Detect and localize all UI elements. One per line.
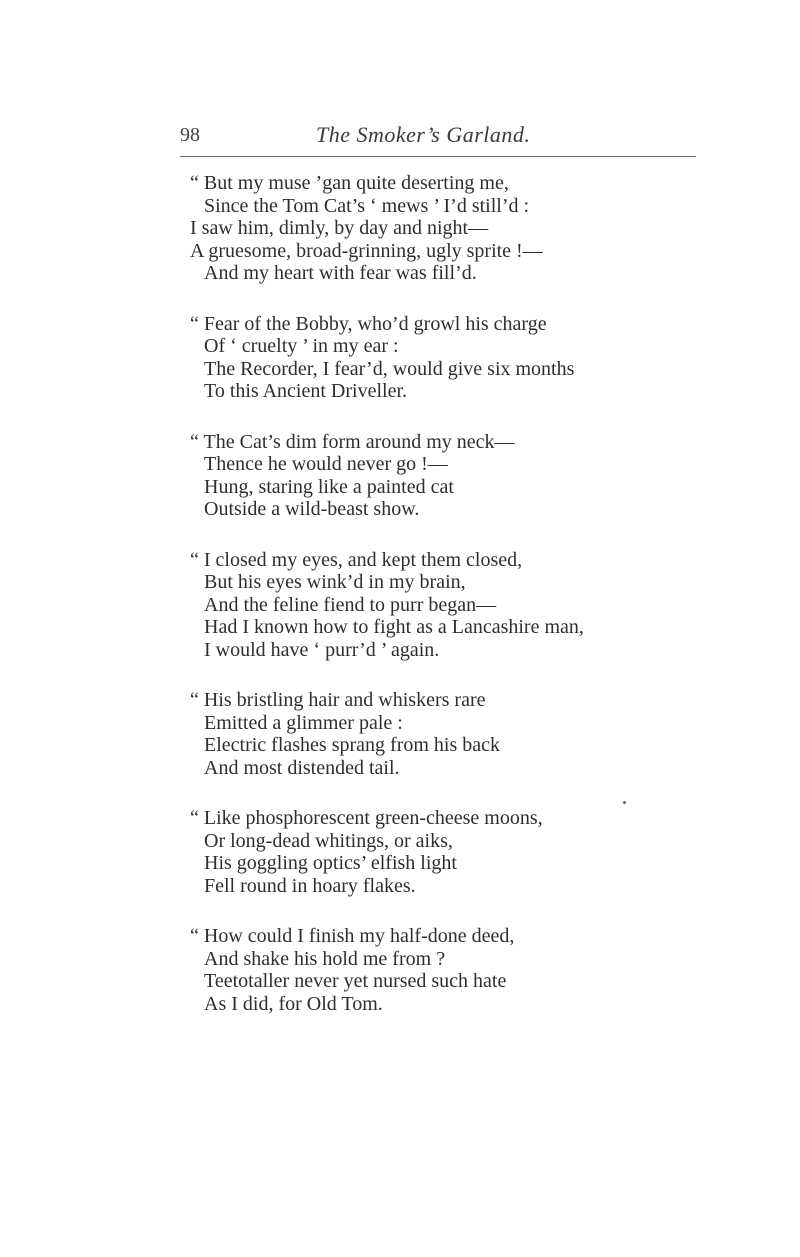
poem-line: Or long-dead whitings, or aiks, [204, 829, 453, 852]
page-number: 98 [180, 124, 200, 146]
poem-line: And my heart with fear was fill’d. [204, 262, 477, 284]
poem-line: Electric flashes sprang from his back [204, 734, 501, 756]
poem-line: Since the Tom Cat’s ‘ mews ’ I’d still’d : [204, 194, 530, 217]
poem-line: “ His bristling hair and whiskers rare [190, 689, 486, 711]
poem-line: His goggling optics’ elfish light [204, 852, 457, 874]
poem-line: “ How could I finish my half-done deed, [190, 925, 515, 947]
stanza [190, 925, 750, 1015]
poem-line: “ Like phosphorescent green-cheese moons, [190, 807, 543, 829]
stanza [190, 689, 750, 779]
poem-line: “ I closed my eyes, and kept them closed, [190, 548, 523, 571]
poem-line: Outside a wild-beast show. [204, 498, 420, 520]
stanza [190, 172, 750, 285]
poem-line: But his eyes wink’d in my brain, [204, 571, 466, 593]
poem-line: Hung, staring like a painted cat [204, 475, 454, 498]
poem-line: “ Fear of the Bobby, who’d growl his charge [190, 312, 547, 335]
poem-line: The Recorder, I fear’d, would give six months [204, 357, 575, 380]
poem-line: As I did, for Old Tom. [204, 992, 383, 1015]
poem-line: And shake his hold me from ? [204, 947, 446, 970]
poem-line: I would have ‘ purr’d ’ again. [204, 638, 440, 661]
poem [190, 172, 750, 1043]
poem-line: And most distended tail. [204, 756, 400, 779]
poem-line: “ But my muse ’gan quite deserting me, [190, 172, 509, 194]
stanza [190, 431, 750, 521]
poem-line: Teetotaller never yet nursed such hate [204, 970, 507, 992]
stanza [190, 313, 750, 403]
poem-line: Thence he would never go !— [204, 453, 448, 475]
print-speck [623, 801, 626, 804]
poem-line: “ The Cat’s dim form around my neck— [190, 430, 515, 453]
poem-line: And the feline fiend to purr began— [204, 593, 497, 616]
running-title: The Smoker’s Garland. [316, 122, 531, 147]
poem-line: Emitted a glimmer pale : [204, 711, 403, 734]
poem-line: Fell round in hoary flakes. [204, 874, 416, 897]
header-rule [180, 156, 696, 157]
poem-line: Of ‘ cruelty ’ in my ear : [204, 335, 399, 357]
stanza [190, 549, 750, 662]
poem-line: I saw him, dimly, by day and night— [190, 217, 489, 239]
poem-line: To this Ancient Driveller. [204, 380, 408, 402]
page-header [180, 120, 700, 160]
poem-line: A gruesome, broad-grinning, ugly sprite !— [190, 239, 543, 262]
poem-line: Had I known how to fight as a Lancashire man, [204, 616, 584, 638]
stanza [190, 807, 750, 897]
